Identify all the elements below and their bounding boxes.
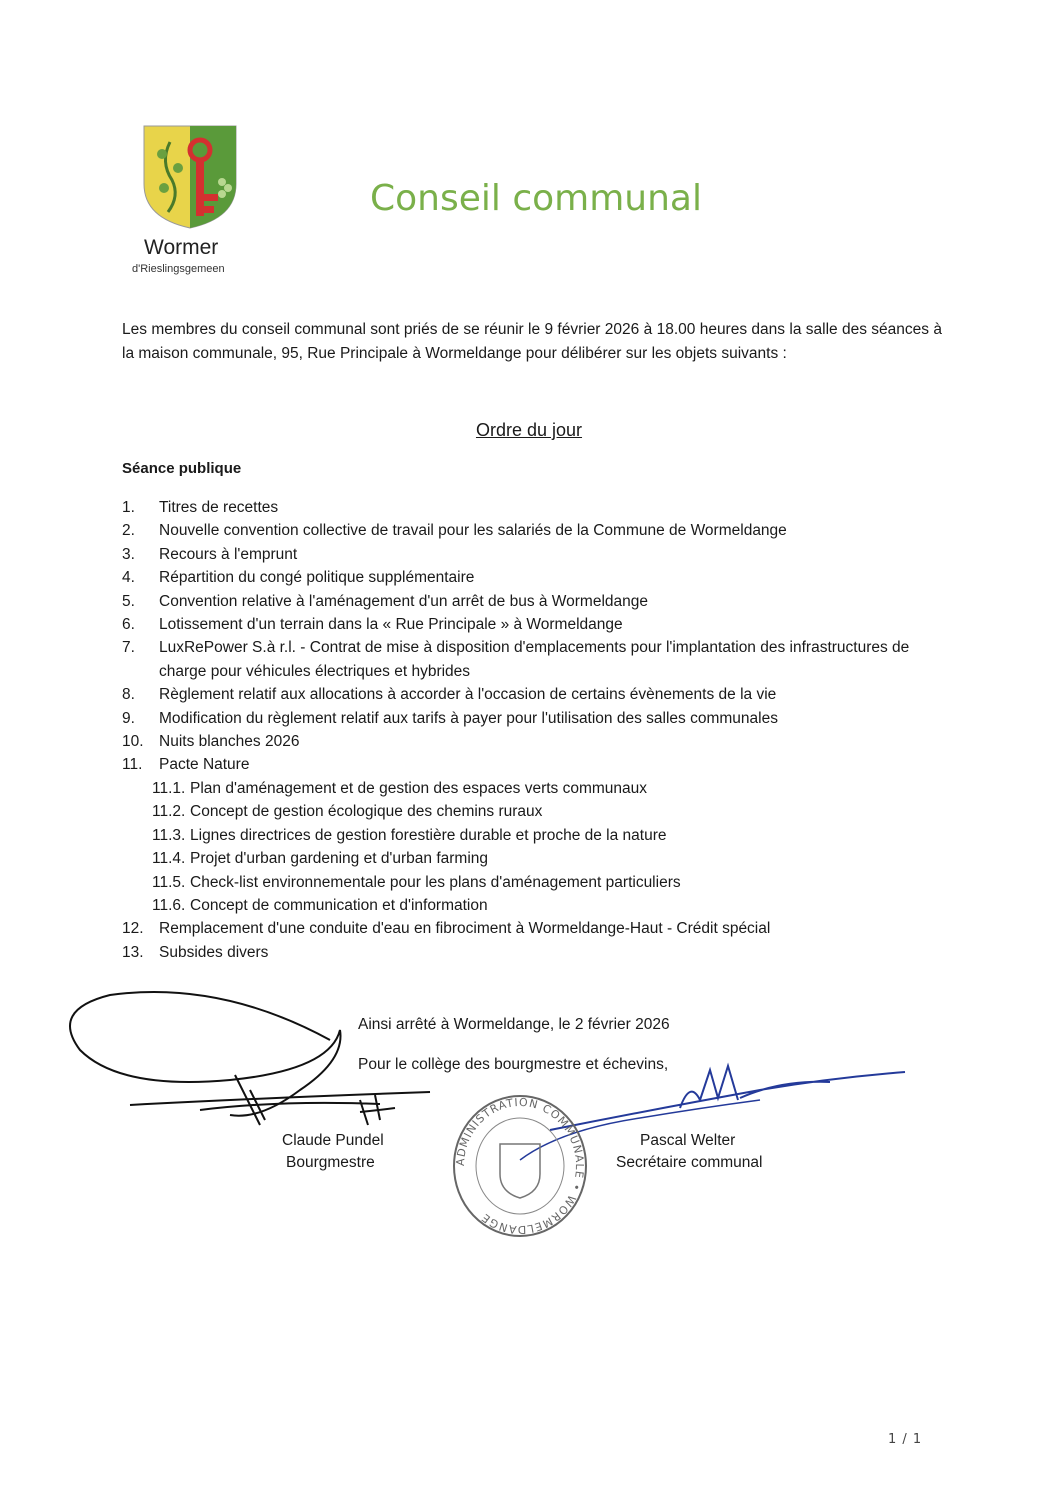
agenda-subitem bbox=[122, 777, 932, 800]
college-line: Pour le collège des bourgmestre et échevins, bbox=[358, 1056, 669, 1073]
agenda-item-number: 11.4. bbox=[152, 850, 186, 868]
agenda-item-text: Nouvelle convention collective de travail pour les salariés de la Commune de Wormeldange bbox=[159, 522, 787, 540]
agenda-item-text: Projet d'urban gardening et d'urban farming bbox=[190, 850, 489, 868]
agenda-item bbox=[122, 917, 932, 940]
agenda-item bbox=[122, 519, 932, 542]
agenda-item-text: Concept de gestion écologique des chemins ruraux bbox=[190, 803, 543, 821]
agenda-item-text: Titres de recettes bbox=[159, 499, 279, 516]
agenda-item bbox=[122, 753, 932, 776]
agenda-item-text: Check-list environnementale pour les plans d'aménagement particuliers bbox=[190, 873, 681, 891]
page-title: Conseil communal bbox=[370, 178, 702, 219]
agenda-item-number: 13. bbox=[122, 943, 144, 961]
agenda-item-text: LuxRePower S.à r.l. - Contrat de mise à disposition d'emplacements pour l'implantation des infrastructures de charge pour véhicules électriques et hybrides bbox=[159, 639, 910, 680]
agenda-item-number: 11.2. bbox=[152, 803, 186, 821]
agenda-item-text: Convention relative à l'aménagement d'un arrêt de bus à Wormeldange bbox=[159, 592, 649, 610]
closing-line: Ainsi arrêté à Wormeldange, le 2 février 2026 bbox=[358, 1016, 670, 1033]
agenda-item-number: 10. bbox=[122, 733, 144, 751]
agenda-list bbox=[122, 496, 932, 964]
page-number: 1 / 1 bbox=[888, 1432, 923, 1447]
agenda-item bbox=[122, 566, 932, 589]
stamp-text: ADMINISTRATION COMMUNALE • WORMELDANGE bbox=[453, 1095, 587, 1237]
agenda-item-number: 3. bbox=[122, 545, 135, 563]
agenda-item-number: 11. bbox=[122, 756, 143, 774]
agenda-item-text: Lotissement d'un terrain dans la « Rue Principale » à Wormeldange bbox=[159, 616, 623, 634]
agenda-item-text: Concept de communication et d'information bbox=[190, 896, 488, 914]
agenda-item-number: 4. bbox=[122, 569, 135, 587]
agenda-item-text: Remplacement d'une conduite d'eau en fibrociment à Wormeldange-Haut - Crédit spécial bbox=[159, 920, 771, 938]
agenda-item-number: 2. bbox=[122, 522, 135, 540]
signatory-right-name: Pascal Welter bbox=[640, 1132, 736, 1149]
agenda-item-number: 5. bbox=[122, 592, 135, 610]
agenda-item-number: 1. bbox=[122, 499, 135, 516]
agenda-item-text: Modification du règlement relatif aux tarifs à payer pour l'utilisation des salles communales bbox=[159, 709, 778, 727]
agenda-item bbox=[122, 941, 932, 964]
agenda-item-text: Répartition du congé politique supplémentaire bbox=[159, 569, 475, 587]
agenda-item-number: 8. bbox=[122, 686, 135, 704]
agenda-item-text: Subsides divers bbox=[159, 943, 269, 961]
agenda-item-number: 12. bbox=[122, 920, 144, 938]
agenda-item-number: 11.6. bbox=[152, 896, 186, 914]
agenda-subitem bbox=[122, 871, 932, 894]
official-stamp bbox=[450, 1092, 590, 1240]
agenda-item-text: Lignes directrices de gestion forestière durable et proche de la nature bbox=[190, 826, 667, 844]
agenda-item-text: Recours à l'emprunt bbox=[159, 545, 298, 563]
agenda-item-number: 6. bbox=[122, 616, 135, 634]
coat-of-arms-icon bbox=[140, 122, 240, 232]
agenda-item-number: 7. bbox=[122, 639, 135, 657]
agenda-item-number: 11.1. bbox=[152, 779, 186, 797]
logo-name: Wormer bbox=[144, 236, 219, 259]
agenda-item bbox=[122, 707, 932, 730]
intro-paragraph: Les membres du conseil communal sont priés de se réunir le 9 février 2026 à 18.00 heures dans la salle des séances à la maison communale, 95, Rue Principale à Wormeldange pour délibérer sur les objets suivants : bbox=[122, 321, 942, 362]
agenda-item-number: 9. bbox=[122, 709, 135, 727]
signatory-left-name: Claude Pundel bbox=[282, 1132, 384, 1149]
agenda-item-text: Pacte Nature bbox=[159, 756, 250, 774]
section-heading: Séance publique bbox=[122, 460, 242, 477]
agenda-item-text: Règlement relatif aux allocations à accorder à l'occasion de certains évènements de la vie bbox=[159, 686, 777, 704]
agenda-item bbox=[122, 613, 932, 636]
agenda-item bbox=[122, 683, 932, 706]
agenda-item bbox=[122, 590, 932, 613]
agenda-item-text: Plan d'aménagement et de gestion des espaces verts communaux bbox=[190, 779, 648, 797]
signatory-right-role: Secrétaire communal bbox=[616, 1154, 763, 1171]
agenda-item-number: 11.5. bbox=[152, 873, 186, 891]
signatory-left-role: Bourgmestre bbox=[286, 1154, 375, 1171]
agenda-item bbox=[122, 730, 932, 753]
agenda-subitem bbox=[122, 894, 932, 917]
logo-subtitle: d'Rieslingsgemeen bbox=[132, 263, 225, 275]
agenda-subitem bbox=[122, 824, 932, 847]
agenda-item-text: Nuits blanches 2026 bbox=[159, 733, 300, 751]
agenda-subitem bbox=[122, 800, 932, 823]
agenda-subitem bbox=[122, 847, 932, 870]
agenda-item-number: 11.3. bbox=[152, 826, 186, 844]
agenda-item bbox=[122, 636, 932, 683]
agenda-item bbox=[122, 543, 932, 566]
agenda-item bbox=[122, 496, 932, 519]
agenda-heading: Ordre du jour bbox=[475, 420, 583, 440]
